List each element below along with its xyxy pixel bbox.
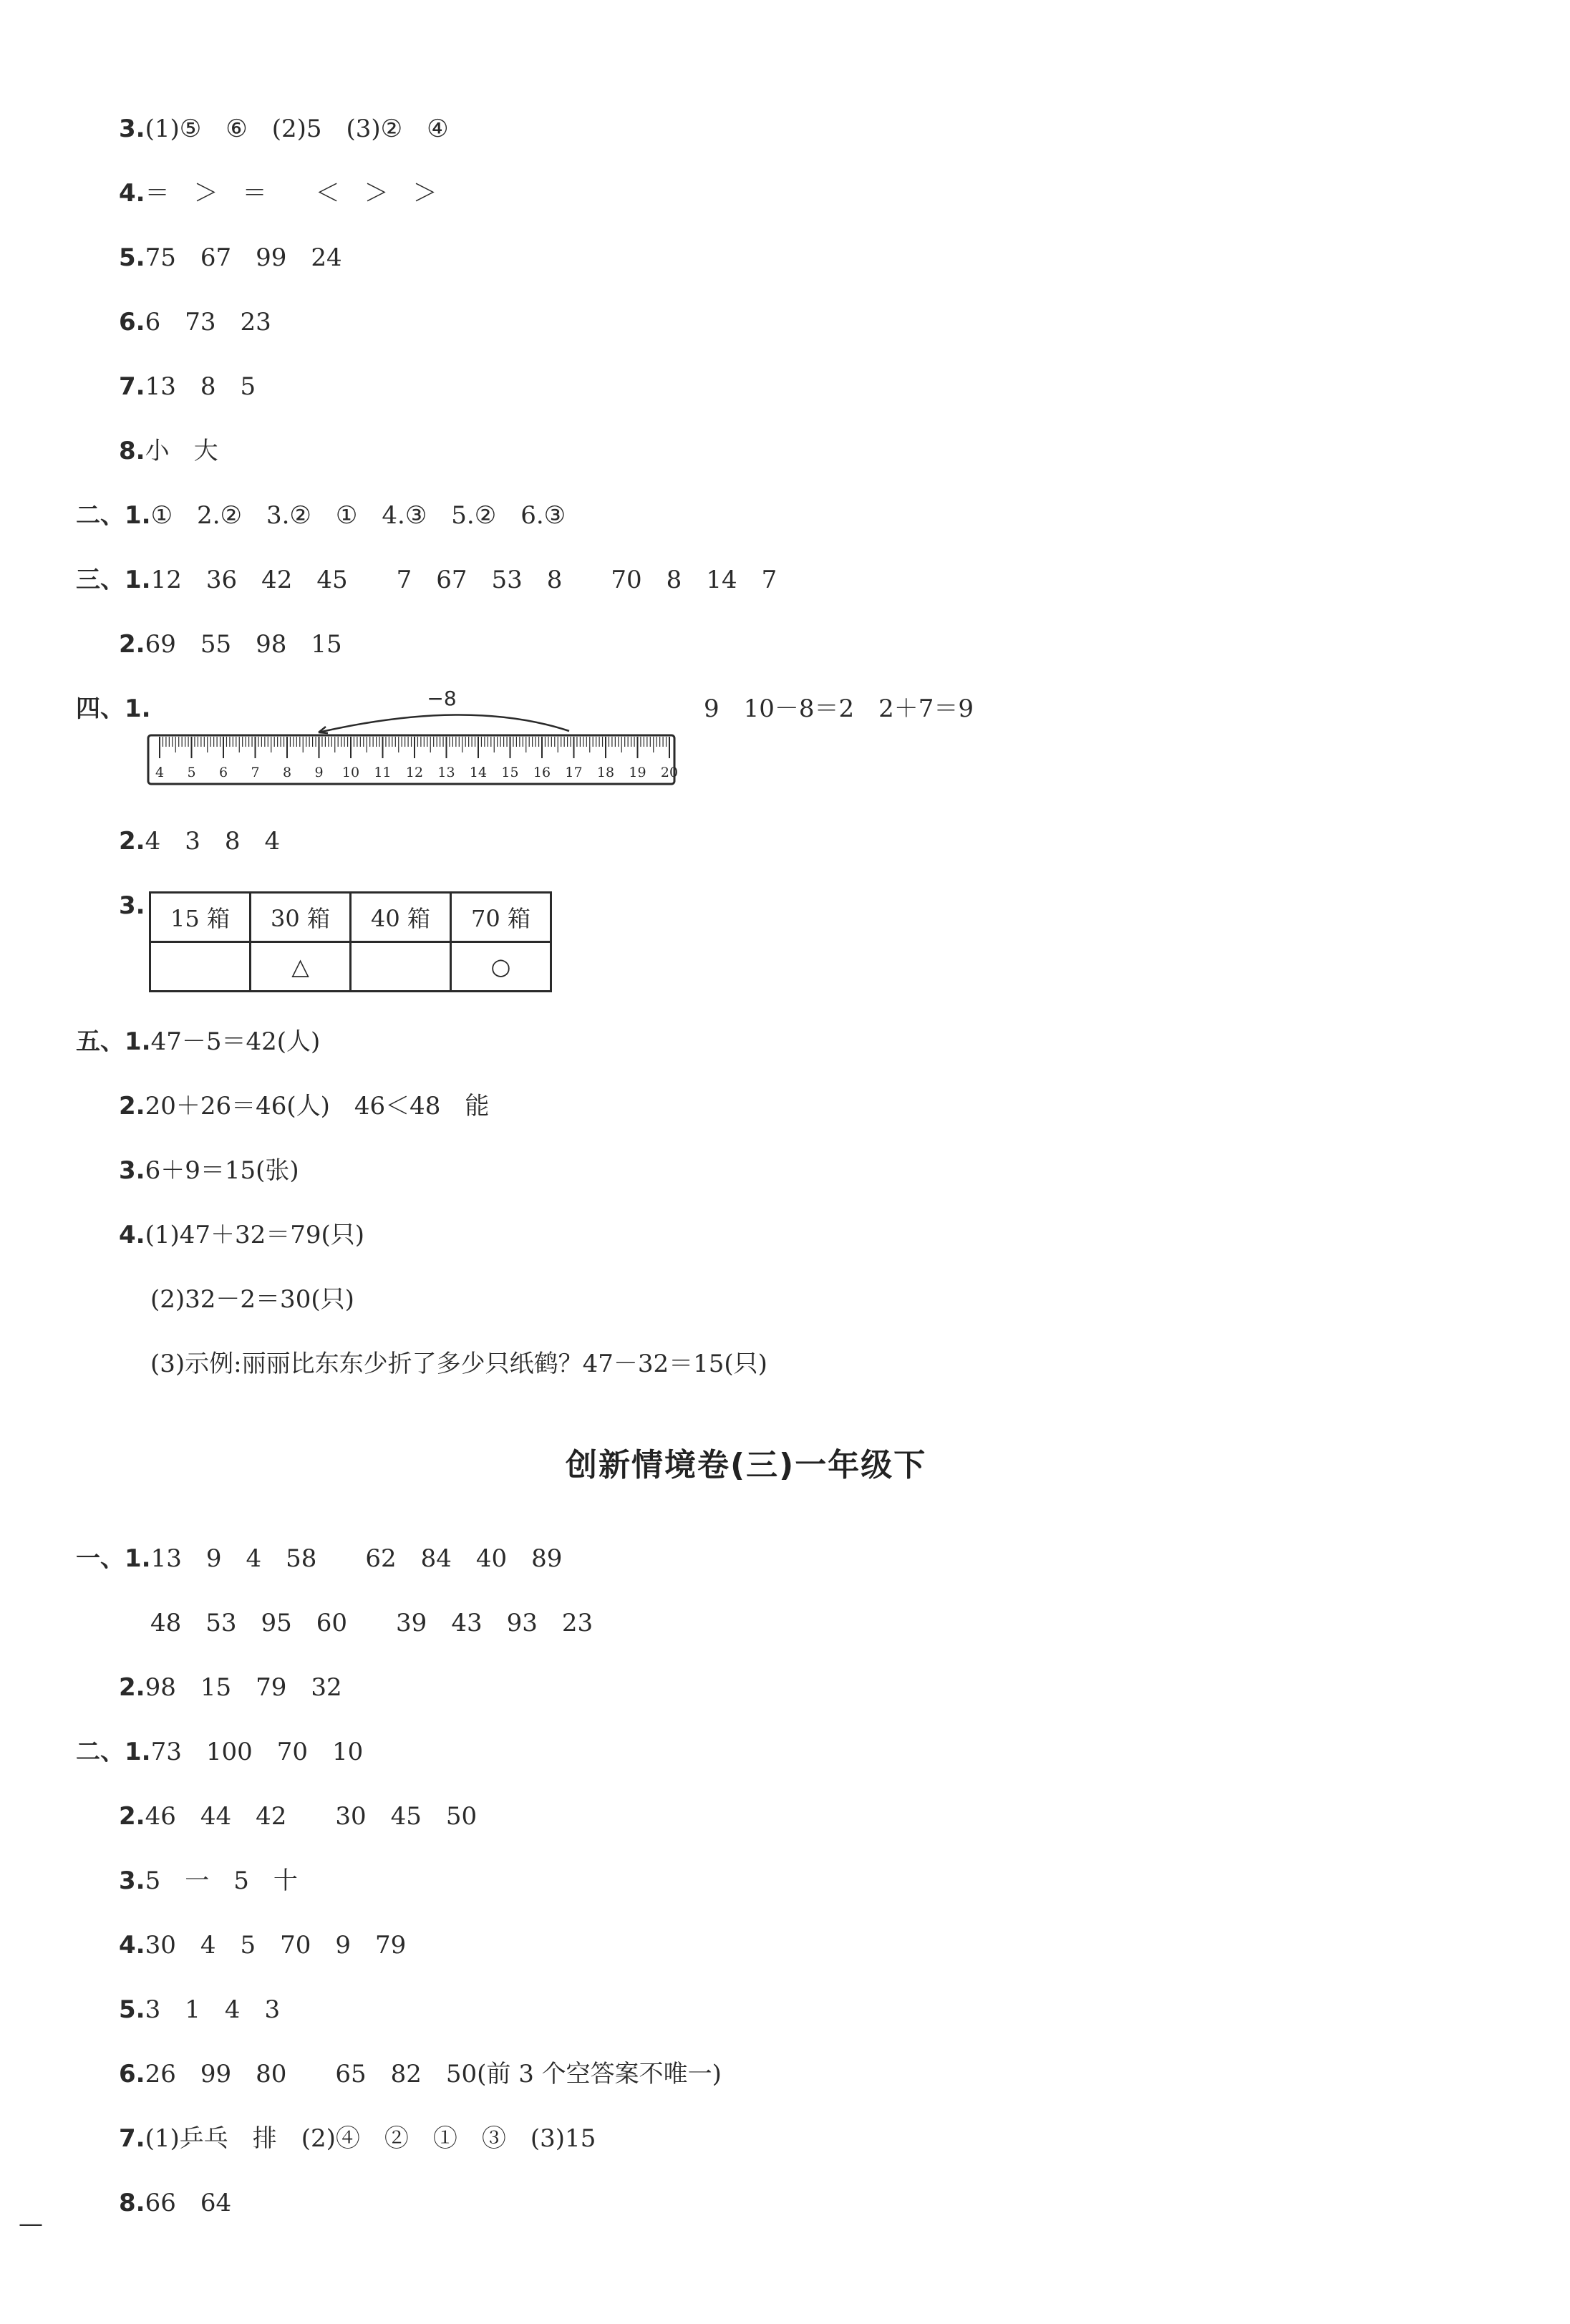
ruler-tick-label: 12 <box>405 765 424 780</box>
answer-line: 4.(1)47＋32＝79(只) <box>119 1221 365 1249</box>
ruler-tick-label: 4 <box>155 765 165 780</box>
answer-line: 5.3 1 4 3 <box>119 1995 281 2024</box>
ruler-tick-label: 8 <box>282 765 292 780</box>
answer-line: 2.98 15 79 32 <box>119 1673 342 1702</box>
ruler-tick-label: 7 <box>251 765 260 780</box>
table-header-cell: 15 箱 <box>150 893 251 942</box>
arc-label: −8 <box>427 687 457 710</box>
answer-line: 二、1.① 2.② 3.② ① 4.③ 5.② 6.③ <box>76 501 566 530</box>
answer-line: 2.46 44 42 30 45 50 <box>119 1802 478 1831</box>
ruler-tick-label: 19 <box>629 765 646 780</box>
table-cell <box>351 942 451 992</box>
ruler-figure <box>147 684 680 791</box>
answer-line: 48 53 95 60 39 43 93 23 <box>150 1609 593 1637</box>
ruler-tick-label: 5 <box>187 765 196 780</box>
ruler-tick-label: 14 <box>469 765 488 780</box>
triangle-mark: △ <box>251 942 351 992</box>
answer-line: 5.75 67 99 24 <box>119 243 342 272</box>
ruler-tick-label: 15 <box>501 765 519 780</box>
page-footer: — <box>19 2209 43 2238</box>
answer-line: 4.30 4 5 70 9 79 <box>119 1931 407 1960</box>
ruler-tick-label: 13 <box>437 765 455 780</box>
ruler-tick-label: 9 <box>314 765 324 780</box>
table-row <box>150 942 551 992</box>
answer-line: 8.小 大 <box>119 437 218 465</box>
answer-line: (3)示例:丽丽比东东少折了多少只纸鹤？47－32＝15(只) <box>150 1350 767 1378</box>
ruler-tick-label: 11 <box>374 765 392 780</box>
answer-line: 3. <box>119 891 145 920</box>
answer-line: 7.(1)乒乓 排 (2)④ ② ① ③ (3)15 <box>119 2124 596 2153</box>
ruler-answer: 9 10－8＝2 2＋7＝9 <box>704 694 974 723</box>
ruler-tick-label: 18 <box>596 765 615 780</box>
circle-mark: ○ <box>451 942 551 992</box>
ruler-tick-label: 10 <box>341 765 360 780</box>
answer-line: 2.4 3 8 4 <box>119 827 281 856</box>
answer-line: (2)32－2＝30(只) <box>150 1285 354 1314</box>
answer-line: 3.(1)⑤ ⑥ (2)5 (3)② ④ <box>119 115 449 143</box>
section-title: 创新情境卷(三)一年级下 <box>566 1447 927 1483</box>
jump-arc <box>319 715 569 732</box>
table-header-cell: 40 箱 <box>351 893 451 942</box>
ruler-tick-label: 20 <box>660 765 679 780</box>
crate-table <box>149 891 552 992</box>
answer-line: 五、1.47－5＝42(人) <box>76 1027 321 1056</box>
table-row <box>150 893 551 942</box>
table-header-cell: 70 箱 <box>451 893 551 942</box>
answer-line: 6.26 99 80 65 82 50(前 3 个空答案不唯一) <box>119 2060 722 2088</box>
answer-line: 7.13 8 5 <box>119 372 256 401</box>
answer-line: 3.5 一 5 十 <box>119 1867 298 1895</box>
ruler-tick-label: 16 <box>533 765 551 780</box>
answer-line: 一、1.13 9 4 58 62 84 40 89 <box>76 1544 563 1573</box>
ruler-tick-label: 17 <box>565 765 583 780</box>
answer-line: 4.＝ ＞ ＝ ＜ ＞ ＞ <box>119 179 437 208</box>
answer-line: 3.6＋9＝15(张) <box>119 1156 299 1185</box>
answer-line: 8.66 64 <box>119 2189 232 2217</box>
answer-line: 四、1. <box>76 694 151 723</box>
answer-line: 2.69 55 98 15 <box>119 630 342 659</box>
answer-line: 2.20＋26＝46(人) 46＜48 能 <box>119 1092 490 1120</box>
ruler-tick-label: 6 <box>218 765 228 780</box>
table-cell <box>150 942 251 992</box>
answer-line: 三、1.12 36 42 45 7 67 53 8 70 8 14 7 <box>76 566 777 594</box>
answer-line: 6.6 73 23 <box>119 308 271 337</box>
answer-line: 二、1.73 100 70 10 <box>76 1738 364 1766</box>
table-header-cell: 30 箱 <box>251 893 351 942</box>
